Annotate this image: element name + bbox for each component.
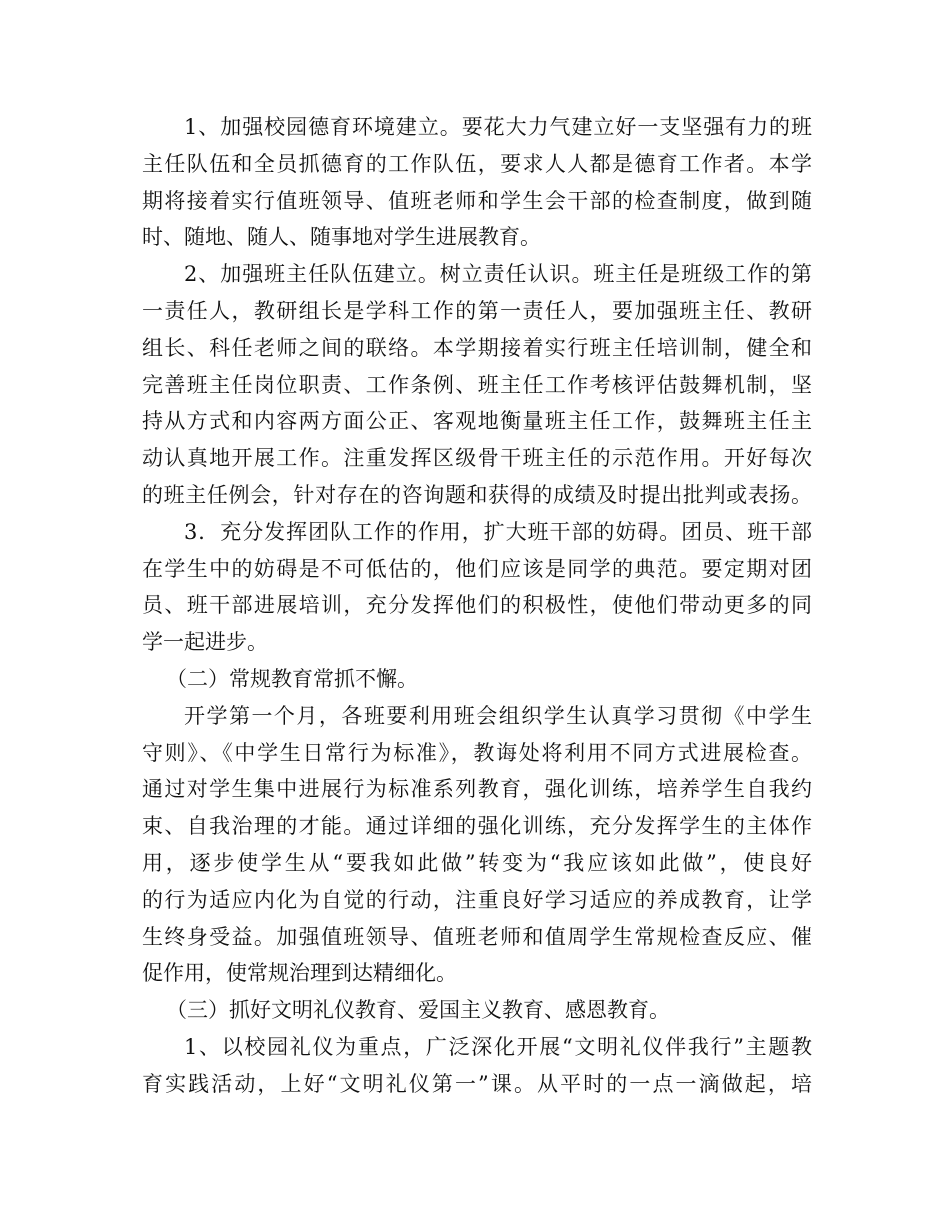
text-line: 一责任人，教研组长是学科工作的第一责任人，要加强班主任、教研 [142, 298, 812, 323]
text-line: 动认真地开展工作。注重发挥区级骨干班主任的示范作用。开好每次 [142, 446, 812, 471]
text-line: 时、随地、随人、随事地对学生进展教育。 [142, 225, 541, 250]
text-line: 通过对学生集中进展行为标准系列教育，强化训练，培养学生自我约 [142, 777, 812, 802]
section-heading: （三）抓好文明礼仪教育、爱国主义教育、感恩教育。 [166, 998, 670, 1023]
section-heading: （二）常规教育常抓不懈。 [166, 666, 418, 691]
text-line: 用，逐步使学生从“要我如此做”转变为“我应该如此做”，使良好 [142, 850, 812, 875]
text-line: 1、以校园礼仪为重点，广泛深化开展“文明礼仪伴我行”主题教 [184, 1034, 812, 1059]
text-line: 在学生中的妨碍是不可低估的，他们应该是同学的典范。要定期对团 [142, 556, 812, 581]
text-line: 促作用，使常规治理到达精细化。 [142, 961, 457, 986]
text-line: 持从方式和内容两方面公正、客观地衡量班主任工作，鼓舞班主任主 [142, 409, 812, 434]
text-line: 主任队伍和全员抓德育的工作队伍，要求人人都是德育工作者。本学 [142, 151, 812, 176]
text-line: 束、自我治理的才能。通过详细的强化训练，充分发挥学生的主体作 [142, 814, 812, 839]
text-line: 守则》、《中学生日常行为标准》，教诲处将利用不同方式进展检查。 [142, 740, 812, 765]
text-line: 开学第一个月，各班要利用班会组织学生认真学习贯彻《中学生 [184, 703, 812, 728]
text-line: 完善班主任岗位职责、工作条例、班主任工作考核评估鼓舞机制，坚 [142, 372, 812, 397]
document-page [142, 109, 812, 1103]
text-line: 2、加强班主任队伍建立。树立责任认识。班主任是班级工作的第 [184, 262, 812, 287]
text-line: 育实践活动，上好“文明礼仪第一”课。从平时的一点一滴做起，培 [142, 1071, 812, 1096]
text-line: 3．充分发挥团队工作的作用，扩大班干部的妨碍。团员、班干部 [184, 519, 812, 544]
text-line: 的班主任例会，针对存在的咨询题和获得的成绩及时提出批判或表扬。 [142, 482, 812, 507]
text-line: 的行为适应内化为自觉的行动，注重良好学习适应的养成教育，让学 [142, 887, 812, 912]
text-line: 员、班干部进展培训，充分发挥他们的积极性，使他们带动更多的同 [142, 593, 812, 618]
text-line: 组长、科任老师之间的联络。本学期接着实行班主任培训制，健全和 [142, 335, 812, 360]
text-line: 生终身受益。加强值班领导、值班老师和值周学生常规检查反应、催 [142, 924, 812, 949]
text-line: 期将接着实行值班领导、值班老师和学生会干部的检查制度，做到随 [142, 188, 812, 213]
text-line: 学一起进步。 [142, 630, 268, 655]
text-line: 1、加强校园德育环境建立。要花大力气建立好一支坚强有力的班 [184, 115, 812, 139]
